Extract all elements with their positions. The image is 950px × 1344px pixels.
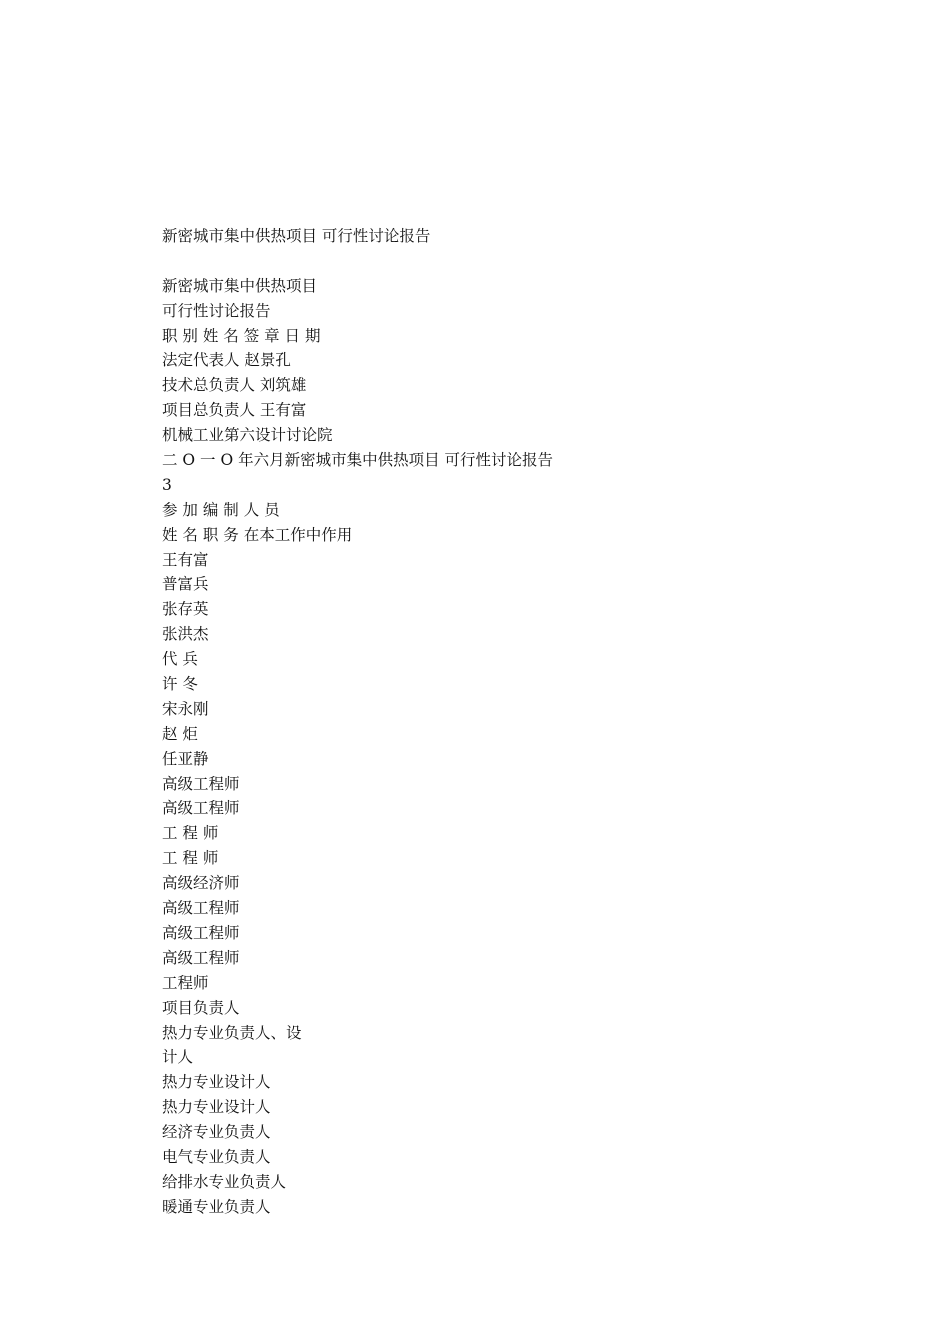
text-line: 新密城市集中供热项目 bbox=[162, 276, 318, 295]
list-item: 张洪杰 bbox=[162, 625, 209, 644]
list-item: 许 冬 bbox=[162, 675, 198, 694]
text-line: 二 O 一 O 年六月新密城市集中供热项目 可行性讨论报告 bbox=[162, 451, 554, 470]
blank-line bbox=[162, 249, 862, 274]
list-item: 项目负责人 bbox=[162, 998, 240, 1017]
list-item: 暖通专业负责人 bbox=[162, 1197, 271, 1216]
list-item: 工程师 bbox=[162, 973, 209, 992]
list-item: 经济专业负责人 bbox=[162, 1123, 271, 1142]
document-body bbox=[162, 224, 862, 1220]
list-item: 宋永刚 bbox=[162, 699, 209, 718]
text-line: 职 别 姓 名 签 章 日 期 bbox=[162, 326, 321, 345]
document-title: 新密城市集中供热项目 可行性讨论报告 bbox=[162, 227, 431, 245]
list-item: 高级工程师 bbox=[162, 899, 240, 918]
page-number: 3 bbox=[162, 475, 172, 494]
list-item: 张存英 bbox=[162, 600, 209, 619]
list-item: 任亚静 bbox=[162, 749, 209, 768]
list-item: 电气专业负责人 bbox=[162, 1147, 271, 1166]
text-line: 项目总负责人 王有富 bbox=[162, 401, 307, 420]
list-item: 工 程 师 bbox=[162, 849, 219, 868]
list-item: 高级工程师 bbox=[162, 948, 240, 967]
list-item: 赵 炬 bbox=[162, 724, 198, 743]
list-item: 计人 bbox=[162, 1048, 194, 1067]
list-item: 高级工程师 bbox=[162, 923, 240, 942]
list-item: 高级经济师 bbox=[162, 874, 240, 893]
text-line: 法定代表人 赵景孔 bbox=[162, 351, 291, 370]
section-heading: 参 加 编 制 人 员 bbox=[162, 500, 280, 519]
text-line: 技术总负责人 刘筑雄 bbox=[162, 376, 307, 395]
list-item: 高级工程师 bbox=[162, 774, 240, 793]
table-header: 姓 名 职 务 在本工作中作用 bbox=[162, 525, 353, 544]
list-item: 热力专业负责人、设 bbox=[162, 1023, 302, 1042]
list-item: 代 兵 bbox=[162, 650, 198, 669]
list-item: 热力专业设计人 bbox=[162, 1098, 271, 1117]
text-line: 可行性讨论报告 bbox=[162, 301, 271, 320]
list-item: 高级工程师 bbox=[162, 799, 240, 818]
list-item: 工 程 师 bbox=[162, 824, 219, 843]
list-item: 王有富 bbox=[162, 550, 209, 569]
text-line: 机械工业第六设计讨论院 bbox=[162, 426, 333, 445]
list-item: 给排水专业负责人 bbox=[162, 1172, 287, 1191]
list-item: 普富兵 bbox=[162, 575, 209, 594]
list-item: 热力专业设计人 bbox=[162, 1073, 271, 1092]
